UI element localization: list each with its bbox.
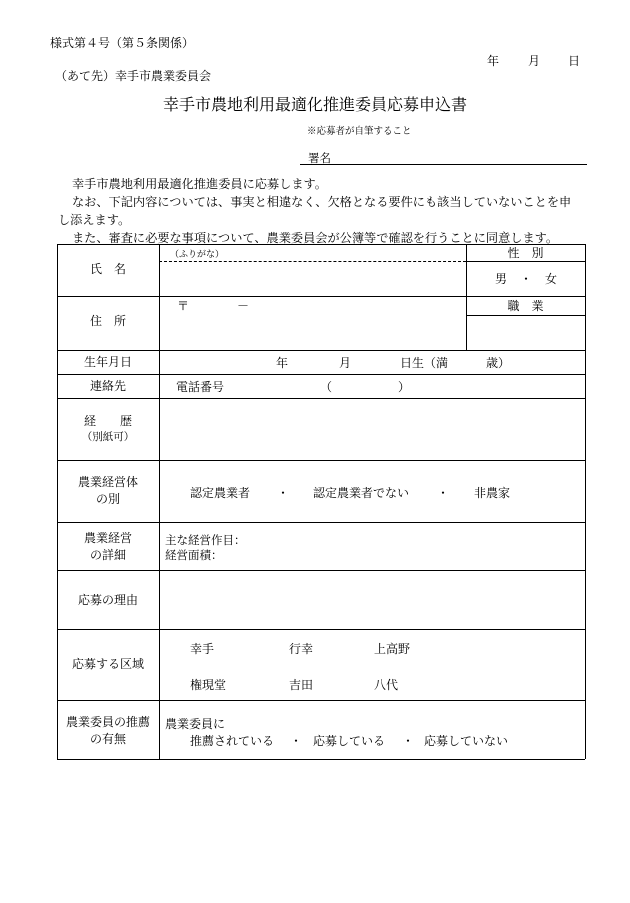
phone-paren-close: ）	[398, 380, 411, 394]
paragraph-declaration-line1: なお、下記内容については、事実と相違なく、欠格となる要件にも該当していないことを申	[72, 195, 572, 209]
career-note: （別紙可）	[81, 431, 135, 443]
handwriting-note: ※応募者が自筆すること	[307, 126, 412, 137]
contact-label: 連絡先	[89, 379, 126, 393]
name-field[interactable]	[160, 262, 465, 295]
gender-separator: ・	[520, 272, 533, 286]
area-option-satte[interactable]: 幸手	[190, 642, 215, 656]
entity-option-non-farmer[interactable]: 非農家	[474, 486, 511, 500]
signature-line[interactable]	[300, 164, 587, 165]
paragraph-consent: また、審査に必要な事項について、農業委員会が公簿等で確認を行うことに同意します。	[72, 231, 559, 245]
area-option-yashiro[interactable]: 八代	[374, 678, 399, 692]
birthdate-label: 生年月日	[83, 355, 132, 369]
name-label: 氏 名	[89, 262, 126, 276]
address-field[interactable]	[160, 312, 465, 349]
recommendation-label-line2: の有無	[89, 732, 126, 746]
birth-year-label: 年	[276, 356, 289, 370]
detail-crop-label: 主な経営作目：	[165, 533, 246, 547]
form-number: 様式第４号（第５条関係）	[50, 36, 195, 50]
reason-field[interactable]	[160, 571, 584, 628]
date-year-label: 年	[487, 54, 500, 68]
addressee: （あて先）幸手市農業委員会	[55, 69, 212, 83]
birth-month-label: 月	[339, 356, 352, 370]
entity-separator-2: ・	[437, 486, 450, 500]
entity-option-not-certified[interactable]: 認定農業者でない	[313, 486, 410, 500]
occupation-label: 職 業	[507, 299, 544, 313]
recommendation-option-applied[interactable]: 応募している	[313, 734, 386, 748]
entity-separator-1: ・	[277, 486, 290, 500]
recommendation-separator-1: ・	[290, 734, 303, 748]
form-title: 幸手市農地利用最適化推進委員応募申込書	[162, 95, 467, 114]
reason-label: 応募の理由	[77, 593, 138, 607]
phone-label: 電話番号	[176, 380, 225, 394]
birth-day-label: 日生（満	[400, 356, 449, 370]
entity-label-line2: の別	[95, 492, 120, 506]
area-option-kamikoya[interactable]: 上高野	[374, 642, 411, 656]
birth-age-label: 歳）	[486, 356, 511, 370]
recommendation-option-not-applied[interactable]: 応募していない	[424, 734, 509, 748]
career-label: 経 歴	[83, 414, 132, 428]
gender-label: 性 別	[507, 246, 544, 260]
detail-label-line2: の詳細	[89, 548, 126, 562]
gender-female-option[interactable]: 女	[545, 272, 558, 286]
area-option-yoshida[interactable]: 吉田	[289, 678, 314, 692]
recommendation-label-line1: 農業委員の推薦	[65, 715, 150, 729]
detail-area-label: 経営面積：	[165, 548, 223, 562]
occupation-field[interactable]	[467, 316, 584, 349]
detail-field[interactable]	[250, 530, 580, 564]
area-option-gongendo[interactable]: 権現堂	[190, 678, 227, 692]
entity-option-certified[interactable]: 認定農業者	[190, 486, 251, 500]
date-month-label: 月	[528, 54, 541, 68]
date-day-label: 日	[568, 54, 581, 68]
career-field[interactable]	[160, 399, 584, 459]
phone-field[interactable]	[236, 376, 576, 396]
detail-label-line1: 農業経営	[83, 531, 132, 545]
entity-label-line1: 農業経営体	[77, 475, 138, 489]
gender-male-option[interactable]: 男	[495, 272, 508, 286]
signature-label: 署名	[308, 151, 331, 165]
paragraph-apply: 幸手市農地利用最適化推進委員に応募します。	[72, 177, 327, 191]
postal-dash: －	[237, 299, 250, 313]
furigana-label: （ふりがな）	[170, 250, 225, 260]
area-option-gyoko[interactable]: 行幸	[289, 642, 314, 656]
recommendation-intro: 農業委員に	[165, 717, 226, 731]
address-label: 住 所	[89, 314, 126, 328]
recommendation-option-recommended[interactable]: 推薦されている	[190, 734, 275, 748]
recommendation-separator-2: ・	[402, 734, 415, 748]
phone-paren-open: （	[320, 380, 333, 394]
postal-mark: 〒	[177, 299, 190, 313]
paragraph-declaration-line2: し添えます。	[58, 213, 131, 227]
area-label: 応募する区域	[71, 657, 144, 671]
